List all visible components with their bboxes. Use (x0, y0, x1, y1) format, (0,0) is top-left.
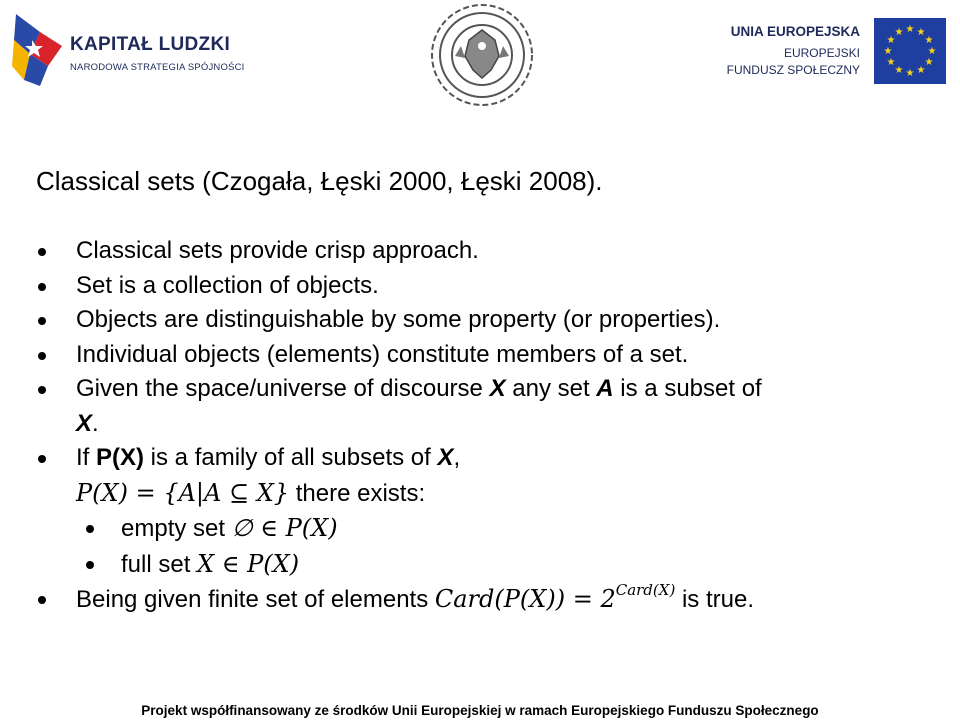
bullet-dot-icon (38, 352, 46, 360)
kapital-ludzki-title: KAPITAŁ LUDZKI (70, 34, 231, 55)
politechnika-seal-icon (425, 0, 540, 110)
sub-bullet-text: empty set (121, 515, 232, 542)
eu-line3: FUNDUSZ SPOŁECZNY (726, 63, 860, 77)
svg-text:★: ★ (927, 46, 937, 57)
bullet-text: Objects are distinguishable by some property (or properties). (76, 306, 721, 333)
bullet-dot-icon (38, 317, 46, 325)
eu-title: UNIA EUROPEJSKA (730, 24, 860, 39)
svg-text:★: ★ (924, 35, 934, 46)
svg-text:★: ★ (905, 24, 915, 35)
bullet-item-cardinality (36, 582, 936, 620)
symbol-x: X (437, 444, 454, 471)
sub-bullet-item (36, 511, 936, 547)
slide-heading: Classical sets (Czogała, Łęski 2000, Łęski 2008). (36, 166, 603, 196)
sub-bullet-item (36, 547, 936, 583)
footer-funding-note: Projekt współfinansowany ze środków Unii Europejskiej w ramach Europejskiego Funduszu Społecznego (141, 703, 819, 718)
svg-text:★: ★ (894, 27, 904, 38)
power-set-formula: P(X) = {A|A ⊆ X} (76, 478, 290, 507)
svg-text:★: ★ (883, 46, 893, 57)
slide-content (36, 164, 936, 613)
bullet-text: Given the space/universe of discourse (76, 375, 490, 402)
cardinality-exponent: Card(X) (615, 581, 676, 599)
eu-line2: EUROPEJSKI (783, 46, 860, 60)
symbol-px: P(X) (96, 444, 145, 471)
svg-text:★: ★ (916, 65, 926, 76)
symbol-x: X (489, 375, 506, 402)
empty-set-formula: ∅ ∈ P(X) (231, 514, 338, 542)
symbol-a: A (596, 375, 614, 402)
bullet-text: Individual objects (elements) constitute members of a set. (76, 340, 689, 368)
bullet-dot-icon (38, 455, 46, 463)
bullet-item (36, 269, 936, 304)
cardinality-formula: Card(P(X)) = 2 (434, 585, 616, 613)
bullet-dot-icon (86, 561, 94, 569)
bullet-text: Set is a collection of objects. (76, 271, 379, 299)
bullet-text: , (453, 444, 461, 471)
bullet-dot-icon (38, 283, 46, 291)
bullet-text: is a family of all subsets of (144, 444, 438, 471)
full-set-formula: X ∈ P(X) (197, 549, 300, 578)
bullet-text: is a subset of (613, 375, 762, 402)
svg-text:★: ★ (905, 68, 915, 79)
bullet-text: Classical sets provide crisp approach. (76, 237, 479, 264)
sub-bullet-text: full set (121, 550, 198, 578)
symbol-x: X (76, 409, 93, 437)
svg-text:★: ★ (894, 65, 904, 76)
kapital-ludzki-subtitle: NARODOWA STRATEGIA SPÓJNOŚCI (70, 62, 245, 73)
sub-bullet-list (76, 511, 936, 582)
header (0, 0, 960, 110)
bullet-dot-icon (38, 386, 46, 394)
eu-logo (710, 14, 955, 84)
svg-text:★: ★ (886, 57, 896, 68)
bullet-text: If (76, 444, 97, 471)
bullet-item (36, 338, 936, 373)
kapital-ludzki-logo (10, 10, 270, 90)
kapital-ludzki-emblem-icon (10, 10, 66, 90)
svg-text:★: ★ (886, 35, 896, 46)
bullet-text: Being given finite set of elements (76, 586, 435, 613)
bullet-list (36, 234, 936, 620)
bullet-dot-icon (86, 525, 94, 533)
bullet-dot-icon (38, 248, 46, 256)
svg-text:★: ★ (916, 27, 926, 38)
eu-flag-icon (874, 18, 946, 84)
bullet-item (36, 234, 936, 269)
bullet-text: . (92, 409, 99, 437)
bullet-item-family (36, 441, 936, 582)
bullet-item (36, 303, 936, 338)
bullet-text: any set (505, 375, 597, 402)
bullet-text: there exists: (289, 479, 426, 507)
bullet-text: is true. (675, 586, 754, 613)
svg-text:★: ★ (924, 57, 934, 68)
politechnika-slaska-logo (425, 0, 540, 110)
bullet-item-subset (36, 372, 936, 441)
bullet-dot-icon (38, 596, 46, 604)
